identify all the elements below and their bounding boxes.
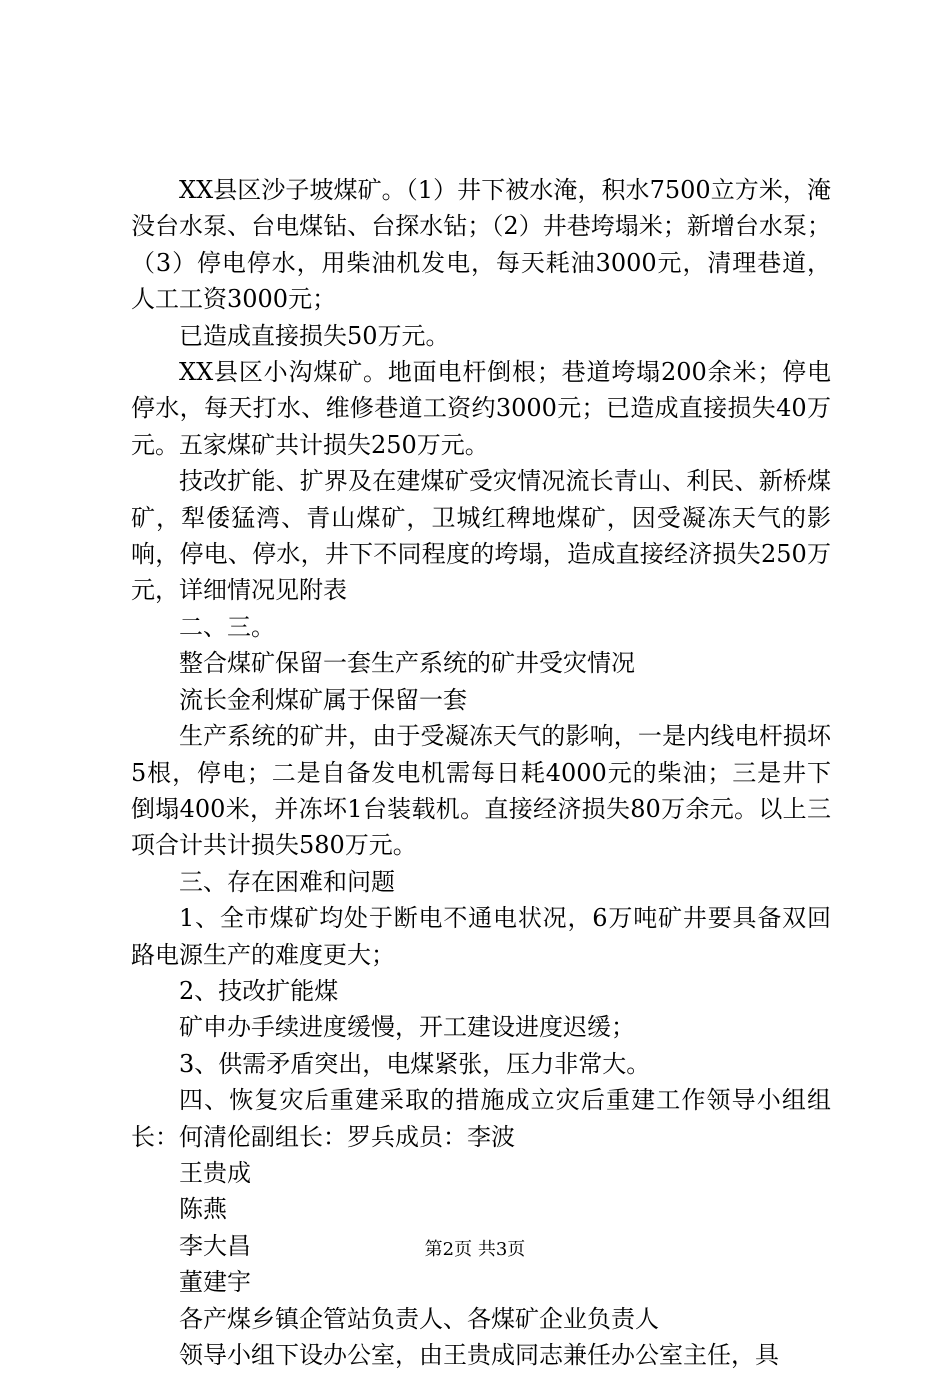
section-heading-measures: 四、恢复灾后重建采取的措施成立灾后重建工作领导小组组长：何清伦副组长：罗兵成员：李波 bbox=[131, 1086, 831, 1151]
paragraph-responsible-persons: 各产煤乡镇企管站负责人、各煤矿企业负责人 bbox=[179, 1304, 659, 1333]
member-name: 李大昌 bbox=[179, 1231, 251, 1260]
section-heading-difficulties: 三、存在困难和问题 bbox=[179, 867, 395, 896]
paragraph-xiaogou-mine: XX县区小沟煤矿。地面电杆倒根；巷道垮塌200余米；停电停水，每天打水、维修巷道工资约3000元；已造成直接损失40万元。五家煤矿共计损失250万元。 bbox=[131, 358, 831, 459]
document-body bbox=[131, 172, 831, 1373]
list-item-expansion: 2、技改扩能煤 bbox=[179, 976, 339, 1005]
member-name: 王贵成 bbox=[179, 1158, 251, 1187]
paragraph-shazipo-mine: XX县区沙子坡煤矿。（1）井下被水淹，积水7500立方米，淹没台水泵、台电煤钻、台探水钻；（2）井巷垮塌米；新增台水泵；（3）停电停水，用柴油机发电，每天耗油3000元，清理巷道，人工工资3000元； bbox=[131, 176, 831, 314]
paragraph-production-system: 生产系统的矿井，由于受凝冻天气的影响，一是内线电杆损坏5根，停电；二是自备发电机需每日耗4000元的柴油；三是井下倒塌400米，并冻坏1台装载机。直接经济损失80万余元。以上三项合计共计损失580万元。 bbox=[131, 722, 831, 860]
member-name: 董建宇 bbox=[179, 1268, 251, 1297]
paragraph-jinli-mine: 流长金利煤矿属于保留一套 bbox=[179, 685, 467, 714]
page-number-footer: 第2页 共3页 bbox=[424, 1239, 526, 1260]
paragraph-direct-loss-50: 已造成直接损失50万元。 bbox=[179, 321, 450, 350]
member-name: 陈燕 bbox=[179, 1195, 227, 1224]
paragraph-office-setup: 领导小组下设办公室，由王贵成同志兼任办公室主任，具 bbox=[179, 1341, 779, 1369]
paragraph-integrated-mines-heading: 整合煤矿保留一套生产系统的矿井受灾情况 bbox=[179, 649, 635, 678]
paragraph-section-two-three: 二、三。 bbox=[179, 612, 275, 641]
list-item-power-outage: 1、全市煤矿均处于断电不通电状况，6万吨矿井要具备双回路电源生产的难度更大； bbox=[131, 904, 831, 969]
paragraph-expansion-mines: 技改扩能、扩界及在建煤矿受灾情况流长青山、利民、新桥煤矿，犁倭猛湾、青山煤矿，卫城红稗地煤矿，因受凝冻天气的影响，停电、停水，井下不同程度的垮塌，造成直接经济损失250万元，详细情况见附表 bbox=[131, 467, 831, 605]
list-item-supply-demand: 3、供需矛盾突出，电煤紧张，压力非常大。 bbox=[179, 1049, 651, 1078]
paragraph-procedures-slow: 矿申办手续进度缓慢，开工建设进度迟缓； bbox=[179, 1013, 635, 1042]
